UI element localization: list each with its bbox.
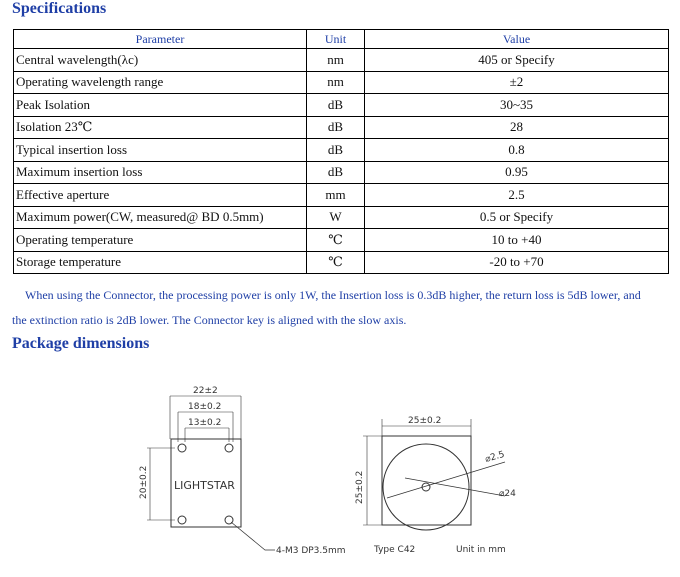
dim-22: 22±2 [193,386,218,396]
dia-2-5: ⌀2.5 [484,449,506,465]
parameter-cell: Operating temperature [14,229,307,252]
dia-24: ⌀24 [499,489,516,499]
value-cell: 28 [365,116,669,139]
value-cell: 2.5 [365,184,669,207]
package-dimensions-heading: Package dimensions [12,335,150,352]
unit-cell: dB [307,139,365,162]
unit-cell: nm [307,49,365,72]
brand-label: LIGHTSTAR [174,479,235,492]
table-row [14,161,669,184]
parameter-cell: Maximum power(CW, measured@ BD 0.5mm) [14,206,307,229]
dim-20: 20±0.2 [139,465,149,499]
package-drawing [125,374,560,574]
value-cell: -20 to +70 [365,251,669,274]
parameter-cell: Central wavelength(λc) [14,49,307,72]
table-row [14,206,669,229]
table-row [14,49,669,72]
parameter-cell: Storage temperature [14,251,307,274]
parameter-cell: Maximum insertion loss [14,161,307,184]
table-row [14,184,669,207]
unit-cell: nm [307,71,365,94]
table-row [14,251,669,274]
front-view [355,416,516,555]
value-cell: 0.95 [365,161,669,184]
dim-25-side: 25±0.2 [355,470,365,504]
unit-column-header: Unit [307,30,365,49]
connector-note-line-1: When using the Connector, the processing power is only 1W, the Insertion loss is 0.3dB higher, the return loss is 5dB lower, and [25,288,641,302]
specifications-heading: Specifications [12,0,107,17]
side-view [139,386,346,556]
dim-13: 13±0.2 [188,418,222,428]
parameter-cell: Isolation 23℃ [14,116,307,139]
value-cell: ±2 [365,71,669,94]
unit-cell: mm [307,184,365,207]
value-cell: 0.5 or Specify [365,206,669,229]
value-cell: 405 or Specify [365,49,669,72]
table-row [14,229,669,252]
table-row [14,71,669,94]
unit-cell: dB [307,116,365,139]
value-cell: 0.8 [365,139,669,162]
value-cell: 30~35 [365,94,669,117]
table-row [14,94,669,117]
screw-note: 4-M3 DP3.5mm [276,546,346,556]
table-row [14,116,669,139]
specifications-table [13,29,669,274]
unit-cell: ℃ [307,251,365,274]
table-header-row [14,30,669,49]
connector-note-line-2: the extinction ratio is 2dB lower. The Connector key is aligned with the slow axis. [12,313,407,327]
unit-label: Unit in mm [456,545,506,555]
dim-18: 18±0.2 [188,402,222,412]
unit-cell: ℃ [307,229,365,252]
table-row [14,139,669,162]
parameter-cell: Peak Isolation [14,94,307,117]
type-label: Type C42 [374,545,416,555]
unit-cell: dB [307,161,365,184]
value-cell: 10 to +40 [365,229,669,252]
parameter-cell: Operating wavelength range [14,71,307,94]
parameter-cell: Effective aperture [14,184,307,207]
unit-cell: W [307,206,365,229]
value-column-header: Value [365,30,669,49]
parameter-cell: Typical insertion loss [14,139,307,162]
unit-cell: dB [307,94,365,117]
dim-25-top: 25±0.2 [408,416,442,426]
parameter-column-header: Parameter [14,30,307,49]
